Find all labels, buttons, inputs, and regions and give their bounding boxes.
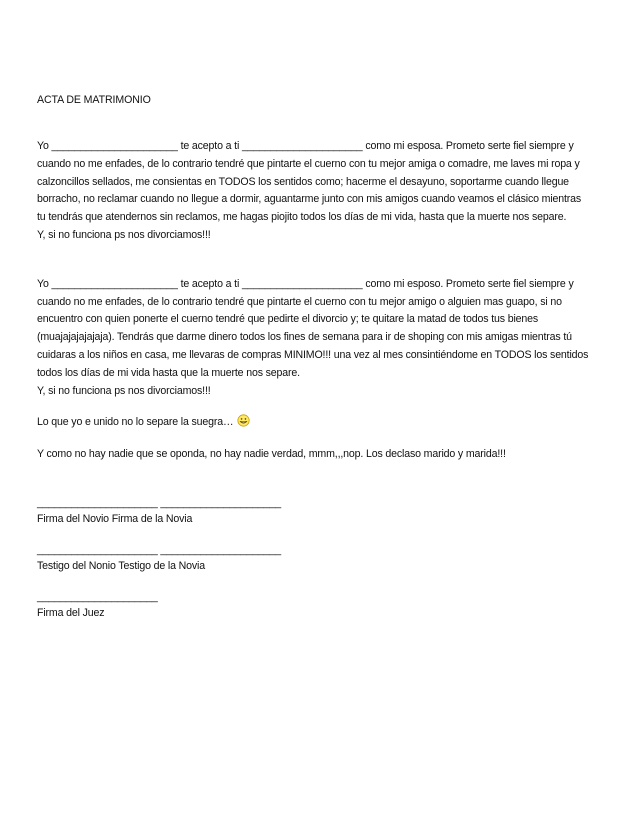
groom-vow-line: Y, si no funciona ps nos divorciamos!!!	[37, 384, 211, 397]
groom-vow-line: cuidaras a los niños en casa, me llevaras de compras MINIMO!!! una vez al mes consintiéndome en TODOS los sentidos	[37, 348, 589, 361]
bride-vow-line: Y, si no funciona ps nos divorciamos!!!	[37, 228, 211, 241]
grinning-face-icon	[237, 414, 250, 427]
mother-in-law-text: Lo que yo e unido no lo separe la suegra…	[37, 416, 234, 429]
bride-vow-line: Yo ______________________ te acepto a ti _____________________ como mi esposa. Prometo serte fiel siempre y	[37, 140, 574, 152]
groom-vow-line: cuando no me enfades, de lo contrario tendré que pintarte el cuerno con tu mejor amigo o alguien mas guapo, si no	[37, 295, 562, 308]
judge-signature-label: Firma del Juez	[37, 606, 105, 619]
bride-vow-line: cuando no me enfades, de lo contrario tendré que pintarte el cuerno con tu mejor amiga o comadre, me laves mi ropa y	[37, 157, 580, 170]
couple-signature-block	[37, 495, 602, 527]
groom-vow-line: encuentro con quien ponerte el cuerno tendré que pedirte el divorcio y; te quitare la matad de todos tus bienes	[37, 313, 539, 326]
bride-vow-line: calzoncillos sellados, me consientas en TODOS los sentidos como; hacerme el desayuno, soportarme cuando llegue	[37, 175, 569, 188]
groom-vow-paragraph	[37, 276, 602, 401]
couple-signature-label: Firma del Novio Firma de la Novia	[37, 512, 193, 525]
bride-vow-line: borracho, no reclamar cuando no llegue a dormir, aguantarme junto con mis amigos cuando veamos el clásico mientras	[37, 193, 582, 206]
witness-signature-line: _____________________ _____________________	[37, 543, 281, 556]
judge-signature-block	[37, 589, 602, 621]
groom-vow-line: (muajajajajajaja). Tendrás que darme dinero todos los fines de semana para ir de shoping con mis amigas mientras tú	[37, 331, 572, 344]
witness-signature-block	[37, 542, 602, 574]
mother-in-law-line	[37, 414, 602, 432]
groom-vow-line: todos los días de mi vida hasta que la muerte nos separe.	[37, 366, 300, 379]
bride-vow-line: tu tendrás que atendernos sin reclamos, me hagas piojito todos los días de mi vida, hasta que la muerte nos separe.	[37, 211, 567, 224]
groom-vow-line: Yo ______________________ te acepto a ti _____________________ como mi esposo. Prometo serte fiel siempre y	[37, 277, 574, 290]
couple-signature-line: _____________________ _____________________	[37, 496, 281, 509]
witness-signature-label: Testigo del Nonio Testigo de la Novia	[37, 559, 205, 572]
judge-signature-line: _____________________	[37, 590, 158, 603]
document-title: ACTA DE MATRIMONIO	[37, 94, 151, 106]
bride-vow-paragraph	[37, 138, 602, 245]
declaration-paragraph: Y como no hay nadie que se oponda, no hay nadie verdad, mmm,,,nop. Los declaso marido y marida!!!	[37, 448, 506, 461]
